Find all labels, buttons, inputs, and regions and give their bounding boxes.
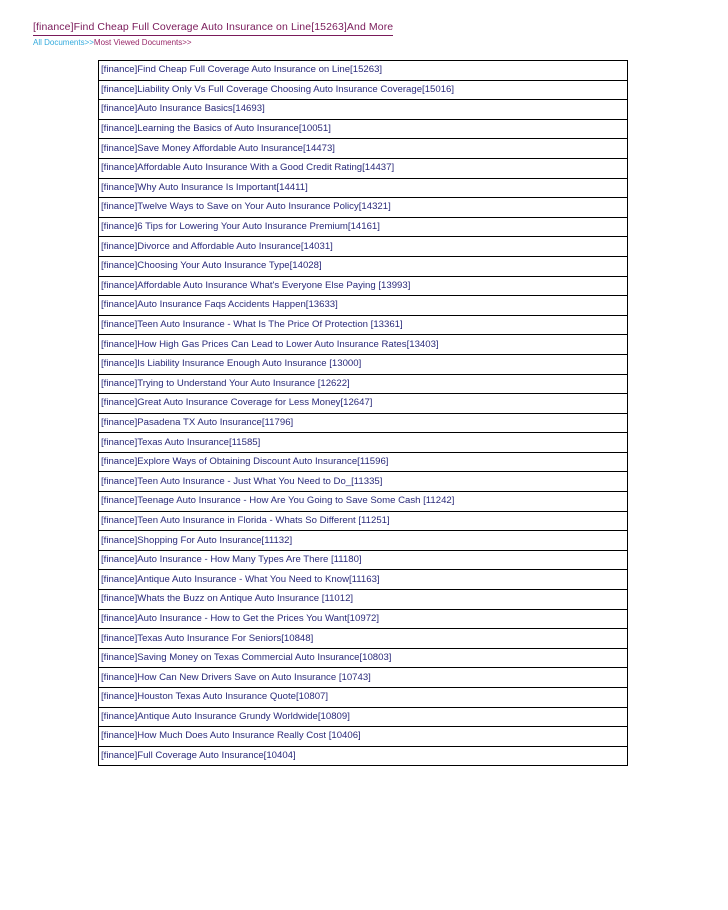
document-link[interactable]: [finance]Teen Auto Insurance - What Is The Price Of Protection [13361]: [101, 319, 403, 331]
table-row: [99, 217, 628, 237]
table-row: [99, 648, 628, 668]
table-cell: [99, 178, 628, 198]
table-cell: [99, 433, 628, 453]
table-row: [99, 688, 628, 708]
document-link[interactable]: [finance]Antique Auto Insurance - What You Need to Know[11163]: [101, 573, 380, 585]
document-link[interactable]: [finance]Is Liability Insurance Enough Auto Insurance [13000]: [101, 358, 362, 370]
table-row: [99, 61, 628, 81]
table-row: [99, 570, 628, 590]
document-link[interactable]: [finance]Save Money Affordable Auto Insurance[14473]: [101, 142, 335, 154]
document-link[interactable]: [finance]6 Tips for Lowering Your Auto Insurance Premium[14161]: [101, 221, 380, 233]
table-cell: [99, 237, 628, 257]
table-cell: [99, 354, 628, 374]
document-link[interactable]: [finance]Learning the Basics of Auto Insurance[10051]: [101, 123, 331, 135]
table-cell: [99, 374, 628, 394]
table-cell: [99, 119, 628, 139]
document-link[interactable]: [finance]Trying to Understand Your Auto Insurance [12622]: [101, 377, 350, 389]
document-link[interactable]: [finance]Great Auto Insurance Coverage for Less Money[12647]: [101, 397, 373, 409]
table-cell: [99, 276, 628, 296]
table-cell: [99, 198, 628, 218]
document-link[interactable]: [finance]Texas Auto Insurance For Seniors[10848]: [101, 632, 314, 644]
document-link[interactable]: [finance]Divorce and Affordable Auto Insurance[14031]: [101, 240, 333, 252]
table-row: [99, 590, 628, 610]
table-row: [99, 237, 628, 257]
document-link[interactable]: [finance]Antique Auto Insurance Grundy Worldwide[10809]: [101, 710, 350, 722]
table-cell: [99, 590, 628, 610]
table-cell: [99, 217, 628, 237]
table-row: [99, 119, 628, 139]
table-cell: [99, 335, 628, 355]
table-row: [99, 668, 628, 688]
document-link[interactable]: [finance]Explore Ways of Obtaining Discount Auto Insurance[11596]: [101, 456, 389, 468]
document-link[interactable]: [finance]How Much Does Auto Insurance Really Cost [10406]: [101, 730, 361, 742]
table-cell: [99, 531, 628, 551]
document-link[interactable]: [finance]Saving Money on Texas Commercial Auto Insurance[10803]: [101, 652, 392, 664]
table-cell: [99, 80, 628, 100]
document-link[interactable]: [finance]Texas Auto Insurance[11585]: [101, 436, 261, 448]
table-row: [99, 727, 628, 747]
document-link[interactable]: [finance]How High Gas Prices Can Lead to Lower Auto Insurance Rates[13403]: [101, 338, 439, 350]
table-row: [99, 158, 628, 178]
document-link[interactable]: [finance]Choosing Your Auto Insurance Type[14028]: [101, 260, 322, 272]
table-row: [99, 374, 628, 394]
document-link[interactable]: [finance]Teenage Auto Insurance - How Are You Going to Save Some Cash [11242]: [101, 495, 455, 507]
table-cell: [99, 452, 628, 472]
table-cell: [99, 100, 628, 120]
table-cell: [99, 511, 628, 531]
table-cell: [99, 492, 628, 512]
document-link[interactable]: [finance]Liability Only Vs Full Coverage Choosing Auto Insurance Coverage[15016]: [101, 83, 455, 95]
document-link[interactable]: [finance]Twelve Ways to Save on Your Auto Insurance Policy[14321]: [101, 201, 391, 213]
table-cell: [99, 315, 628, 335]
table-cell: [99, 648, 628, 668]
table-row: [99, 629, 628, 649]
breadcrumb-all-documents[interactable]: All Documents>>: [33, 38, 94, 47]
table-cell: [99, 158, 628, 178]
table-row: [99, 139, 628, 159]
table-cell: [99, 296, 628, 316]
table-cell: [99, 727, 628, 747]
table-row: [99, 550, 628, 570]
table-cell: [99, 472, 628, 492]
table-cell: [99, 413, 628, 433]
breadcrumb: [33, 38, 192, 48]
document-link[interactable]: [finance]Auto Insurance - How Many Types Are There [11180]: [101, 554, 362, 566]
document-link[interactable]: [finance]Teen Auto Insurance in Florida - Whats So Different [11251]: [101, 514, 390, 526]
table-cell: [99, 609, 628, 629]
table-row: [99, 296, 628, 316]
table-row: [99, 413, 628, 433]
table-row: [99, 511, 628, 531]
table-row: [99, 746, 628, 766]
document-link[interactable]: [finance]Auto Insurance - How to Get the Prices You Want[10972]: [101, 612, 380, 624]
document-link[interactable]: [finance]Pasadena TX Auto Insurance[11796]: [101, 416, 294, 428]
table-cell: [99, 394, 628, 414]
table-row: [99, 394, 628, 414]
table-row: [99, 100, 628, 120]
table-row: [99, 531, 628, 551]
table-row: [99, 609, 628, 629]
table-cell: [99, 570, 628, 590]
table-cell: [99, 550, 628, 570]
table-cell: [99, 61, 628, 81]
table-cell: [99, 256, 628, 276]
breadcrumb-most-viewed[interactable]: Most Viewed Documents>>: [93, 38, 192, 47]
table-row: [99, 198, 628, 218]
table-row: [99, 492, 628, 512]
document-link[interactable]: [finance]Auto Insurance Faqs Accidents Happen[13633]: [101, 299, 338, 311]
table-row: [99, 472, 628, 492]
page-title: [finance]Find Cheap Full Coverage Auto Insurance on Line[15263]And More: [33, 21, 393, 36]
table-row: [99, 452, 628, 472]
table-row: [99, 315, 628, 335]
table-row: [99, 335, 628, 355]
table-cell: [99, 629, 628, 649]
document-link[interactable]: [finance]Affordable Auto Insurance With a Good Credit Rating[14437]: [101, 162, 395, 174]
table-cell: [99, 688, 628, 708]
document-list: [99, 61, 628, 766]
document-link[interactable]: [finance]Full Coverage Auto Insurance[10404]: [101, 750, 296, 762]
document-link[interactable]: [finance]Affordable Auto Insurance What's Everyone Else Paying [13993]: [101, 279, 411, 291]
table-cell: [99, 707, 628, 727]
document-link[interactable]: [finance]Shopping For Auto Insurance[11132]: [101, 534, 293, 546]
document-link[interactable]: [finance]Find Cheap Full Coverage Auto Insurance on Line[15263]: [101, 64, 383, 76]
table-row: [99, 178, 628, 198]
document-link[interactable]: [finance]Teen Auto Insurance - Just What You Need to Do_[11335]: [101, 475, 383, 487]
table-row: [99, 80, 628, 100]
table-row: [99, 276, 628, 296]
table-row: [99, 354, 628, 374]
document-link[interactable]: [finance]Why Auto Insurance Is Important[14411]: [101, 181, 308, 193]
document-link[interactable]: [finance]Auto Insurance Basics[14693]: [101, 103, 265, 115]
table-row: [99, 707, 628, 727]
table-cell: [99, 139, 628, 159]
document-table: [98, 60, 628, 766]
document-link[interactable]: [finance]Houston Texas Auto Insurance Quote[10807]: [101, 691, 329, 703]
table-row: [99, 433, 628, 453]
table-cell: [99, 746, 628, 766]
table-row: [99, 256, 628, 276]
table-cell: [99, 668, 628, 688]
document-link[interactable]: [finance]Whats the Buzz on Antique Auto Insurance [11012]: [101, 593, 354, 605]
document-link[interactable]: [finance]How Can New Drivers Save on Auto Insurance [10743]: [101, 671, 371, 683]
